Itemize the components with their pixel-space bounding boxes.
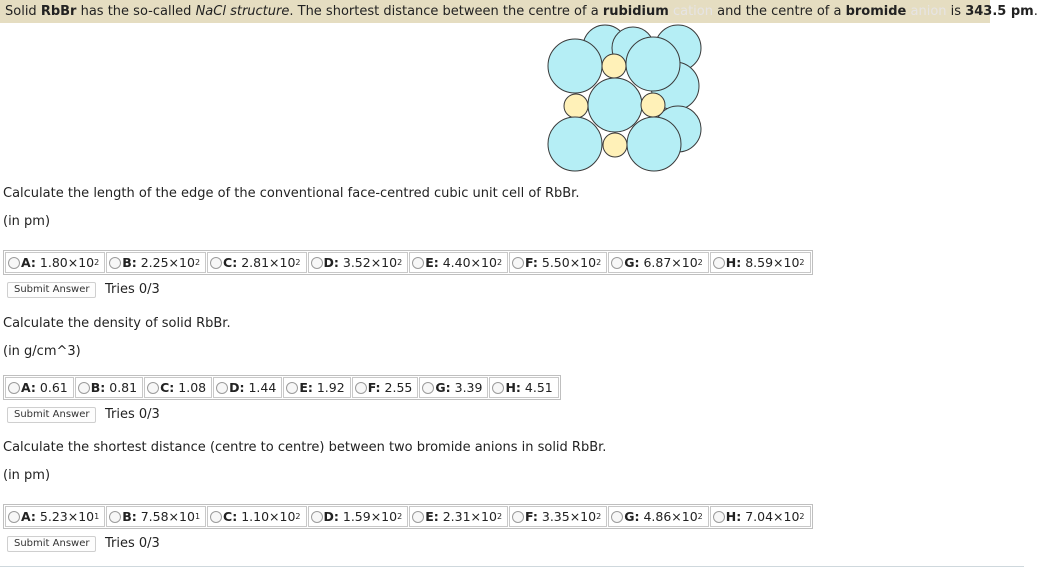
answer-option-f[interactable]: F: 3.35×10 2: [509, 506, 607, 527]
cation-sphere: [564, 94, 588, 118]
option-letter: A:: [21, 509, 36, 524]
answer-option-g[interactable]: G: 6.87×10 2: [608, 252, 709, 273]
cation-sphere: [641, 93, 665, 117]
radio-button[interactable]: [611, 511, 623, 523]
intro-text: .: [1033, 4, 1038, 19]
option-value: 1.08: [178, 380, 207, 395]
option-value: 2.31×10: [442, 509, 497, 524]
anion-sphere: [627, 117, 681, 171]
option-letter: G:: [624, 509, 640, 524]
distance-value: 343.5 pm: [965, 4, 1034, 19]
option-letter: C:: [160, 380, 175, 395]
radio-button[interactable]: [412, 511, 424, 523]
option-letter: A:: [21, 380, 36, 395]
radio-button[interactable]: [611, 257, 623, 269]
answer-option-a[interactable]: [5, 377, 74, 398]
option-value: 5.23×10: [39, 509, 95, 524]
question-1-prompt: Calculate the length of the edge of the conventional face-centred cubic unit cell of RbBr.: [3, 186, 580, 201]
question-2-tries: Tries 0/3: [105, 407, 160, 422]
radio-button[interactable]: [210, 511, 222, 523]
question-3-tries: Tries 0/3: [105, 536, 160, 551]
option-letter: D:: [323, 509, 339, 524]
radio-button[interactable]: [412, 257, 424, 269]
option-letter: E:: [425, 509, 439, 524]
question-2-unit: (in g/cm^3): [3, 344, 81, 359]
question-2-choices: [3, 375, 561, 400]
divider: [0, 566, 1024, 567]
option-value: 3.52×10: [342, 255, 398, 270]
radio-button[interactable]: [78, 382, 90, 394]
option-value: 5.50×10: [541, 255, 597, 270]
cation-sphere: [603, 133, 627, 157]
radio-button[interactable]: [8, 382, 20, 394]
option-value: 8.59×10: [745, 255, 800, 270]
radio-button[interactable]: [713, 257, 725, 269]
radio-button[interactable]: [713, 511, 725, 523]
question-1-tries: Tries 0/3: [105, 282, 160, 297]
option-value: 3.39: [454, 380, 483, 395]
radio-button[interactable]: [8, 511, 20, 523]
radio-button[interactable]: [512, 257, 524, 269]
option-letter: C:: [223, 255, 238, 270]
answer-option-h[interactable]: H: 7.04×10 2: [710, 506, 811, 527]
answer-option-f[interactable]: F: 5.50×10 2: [509, 252, 607, 273]
answer-option-e[interactable]: E: 4.40×10 2: [409, 252, 508, 273]
radio-button[interactable]: [355, 382, 367, 394]
intro-text: is: [946, 4, 966, 19]
radio-button[interactable]: [216, 382, 228, 394]
answer-option-g[interactable]: [419, 377, 488, 398]
question-1-unit: (in pm): [3, 214, 51, 229]
option-letter: H:: [725, 509, 742, 524]
option-letter: H:: [505, 380, 521, 395]
answer-option-e[interactable]: [283, 377, 350, 398]
anion-sphere: [626, 37, 680, 91]
cation-sphere: [602, 54, 626, 78]
option-value: 0.81: [109, 380, 138, 395]
question-1-choices: [3, 250, 813, 275]
option-value: 1.80×10: [39, 255, 95, 270]
intro-text: and the centre of a: [712, 4, 846, 19]
option-letter: F:: [367, 380, 381, 395]
anion-sphere: [588, 78, 642, 132]
radio-button[interactable]: [311, 257, 323, 269]
anion-name: bromide: [845, 4, 907, 19]
radio-button[interactable]: [8, 257, 20, 269]
answer-option-b[interactable]: B: 7.58×10 1: [106, 506, 206, 527]
option-letter: H:: [725, 255, 742, 270]
option-value: 1.44: [248, 380, 277, 395]
option-value: 4.40×10: [442, 255, 497, 270]
answer-option-d[interactable]: D: 1.59×10 2: [308, 506, 409, 527]
question-2-prompt: Calculate the density of solid RbBr.: [3, 316, 231, 331]
answer-option-g[interactable]: G: 4.86×10 2: [608, 506, 709, 527]
option-value: 4.86×10: [643, 509, 698, 524]
intro-text: . The shortest distance between the centre of a: [289, 4, 603, 19]
option-letter: D:: [323, 255, 339, 270]
answer-option-b[interactable]: B: 2.25×10 2: [106, 252, 206, 273]
option-letter: D:: [229, 380, 245, 395]
answer-option-c[interactable]: [144, 377, 212, 398]
radio-button[interactable]: [109, 257, 121, 269]
radio-button[interactable]: [210, 257, 222, 269]
option-value: 3.35×10: [541, 509, 597, 524]
option-value: 7.58×10: [140, 509, 195, 524]
radio-button[interactable]: [286, 382, 298, 394]
radio-button[interactable]: [311, 511, 323, 523]
anion-sphere: [548, 39, 602, 93]
question-3-submit-button[interactable]: Submit Answer: [7, 536, 96, 552]
answer-option-b[interactable]: [75, 377, 143, 398]
radio-button[interactable]: [512, 511, 524, 523]
question-3-prompt: Calculate the shortest distance (centre to centre) between two bromide anions in solid RbBr.: [3, 440, 607, 455]
anion-sphere: [548, 117, 602, 171]
question-2-submit-button[interactable]: Submit Answer: [7, 407, 96, 423]
option-value: 0.61: [39, 380, 68, 395]
answer-option-e[interactable]: E: 2.31×10 2: [409, 506, 508, 527]
radio-button[interactable]: [147, 382, 159, 394]
answer-option-d[interactable]: D: 3.52×10 2: [308, 252, 409, 273]
option-value: 6.87×10: [643, 255, 698, 270]
option-letter: E:: [299, 380, 313, 395]
answer-option-a[interactable]: A: 5.23×10 1: [5, 506, 105, 527]
option-value: 2.25×10: [140, 255, 195, 270]
option-letter: F:: [525, 509, 538, 524]
radio-button[interactable]: [422, 382, 434, 394]
option-value: 4.51: [524, 380, 553, 395]
question-3-choices: [3, 504, 813, 529]
answer-option-c[interactable]: C: 1.10×10 2: [207, 506, 306, 527]
question-3-unit: (in pm): [3, 468, 51, 483]
intro-text: Solid: [5, 4, 41, 19]
cation-word: cation: [672, 4, 713, 19]
option-value: 1.92: [316, 380, 345, 395]
answer-option-c[interactable]: C: 2.81×10 2: [207, 252, 306, 273]
nacl-structure-image: [545, 22, 715, 174]
answer-option-h[interactable]: [489, 377, 558, 398]
option-letter: G:: [624, 255, 640, 270]
option-letter: A:: [21, 255, 36, 270]
option-letter: C:: [223, 509, 238, 524]
answer-option-h[interactable]: H: 8.59×10 2: [710, 252, 811, 273]
option-letter: F:: [525, 255, 538, 270]
option-letter: B:: [122, 255, 137, 270]
option-value: 7.04×10: [745, 509, 800, 524]
option-letter: G:: [435, 380, 451, 395]
compound-name: RbBr: [40, 4, 77, 19]
problem-statement: [0, 0, 1038, 23]
intro-text: has the so-called: [76, 4, 196, 19]
radio-button[interactable]: [492, 382, 504, 394]
radio-button[interactable]: [109, 511, 121, 523]
answer-option-f[interactable]: [352, 377, 419, 398]
option-value: 1.59×10: [342, 509, 398, 524]
structure-name: NaCl structure: [195, 4, 290, 19]
option-letter: B:: [122, 509, 137, 524]
option-value: 1.10×10: [241, 509, 296, 524]
answer-option-d[interactable]: [213, 377, 282, 398]
option-letter: B:: [90, 380, 106, 395]
option-value: 2.55: [384, 380, 413, 395]
option-value: 2.81×10: [241, 255, 296, 270]
answer-option-a[interactable]: A: 1.80×10 2: [5, 252, 105, 273]
anion-word: anion: [910, 4, 947, 19]
cation-name: rubidium: [602, 4, 669, 19]
option-letter: E:: [425, 255, 439, 270]
question-1-submit-button[interactable]: Submit Answer: [7, 282, 96, 298]
